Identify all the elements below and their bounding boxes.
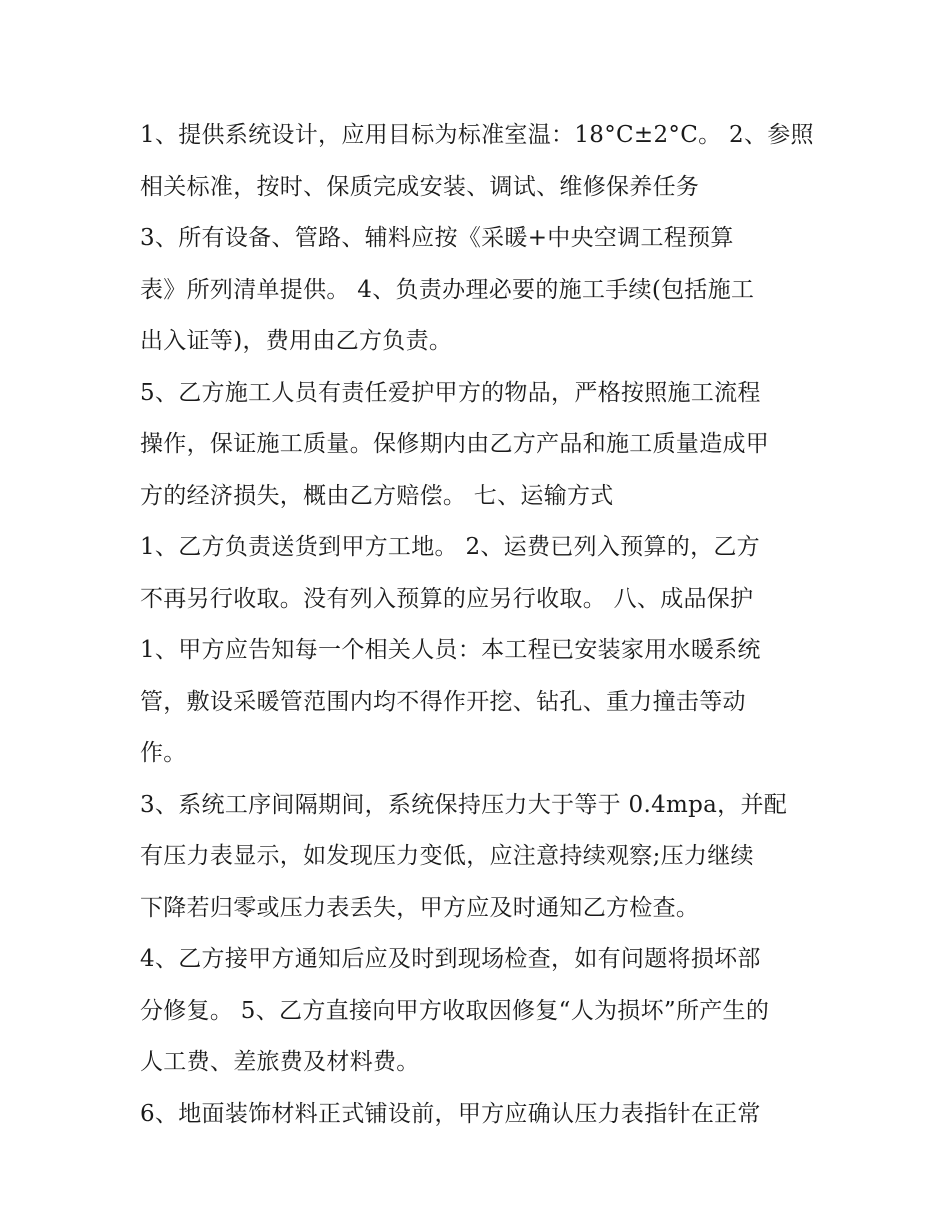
text-line: 不再另行收取。没有列入预算的应另行收取。 八、成品保护 bbox=[140, 585, 754, 612]
text-line: 3、所有设备、管路、辅料应按《采暖+中央空调工程预算 bbox=[140, 225, 734, 251]
text-line: 下降若归零或压力表丢失，甲方应及时通知乙方检查。 bbox=[140, 894, 700, 921]
text-line: 4、乙方接甲方通知后应及时到现场检查，如有问题将损坏部 bbox=[140, 946, 761, 972]
text-line: 相关标准，按时、保质完成安装、调试、维修保养任务 bbox=[140, 173, 700, 200]
document-body bbox=[140, 110, 814, 1140]
text-line: 3、系统工序间隔期间，系统保持压力大于等于 0.4mpa，并配 bbox=[140, 791, 788, 818]
text-line: 有压力表显示，如发现压力变低，应注意持续观察;压力继续 bbox=[140, 843, 754, 869]
text-line: 5、乙方施工人员有责任爱护甲方的物品，严格按照施工流程 bbox=[140, 379, 761, 406]
text-line: 分修复。 5、乙方直接向甲方收取因修复“人为损坏”所产生的 bbox=[140, 997, 770, 1024]
text-line: 表》所列清单提供。 4、负责办理必要的施工手续(包括施工 bbox=[140, 276, 755, 303]
text-line: 作。 bbox=[140, 740, 187, 766]
text-line: 操作，保证施工质量。保修期内由乙方产品和施工质量造成甲 bbox=[140, 431, 770, 457]
text-line: 管，敷设采暖管范围内均不得作开挖、钻孔、重力撞击等动 bbox=[140, 688, 746, 715]
text-line: 6、地面装饰材料正式铺设前，甲方应确认压力表指针在正常 bbox=[140, 1100, 761, 1127]
text-line: 人工费、差旅费及材料费。 bbox=[140, 1049, 420, 1075]
text-line: 出入证等)，费用由乙方负责。 bbox=[140, 328, 453, 354]
text-line: 方的经济损失，概由乙方赔偿。 七、运输方式 bbox=[140, 482, 614, 509]
text-line: 1、乙方负责送货到甲方工地。 2、运费已列入预算的，乙方 bbox=[140, 534, 760, 560]
text-line: 1、甲方应告知每一个相关人员：本工程已安装家用水暖系统 bbox=[140, 637, 761, 663]
text-line: 1、提供系统设计，应用目标为标准室温：18°C±2°C。 2、参照 bbox=[140, 122, 814, 148]
